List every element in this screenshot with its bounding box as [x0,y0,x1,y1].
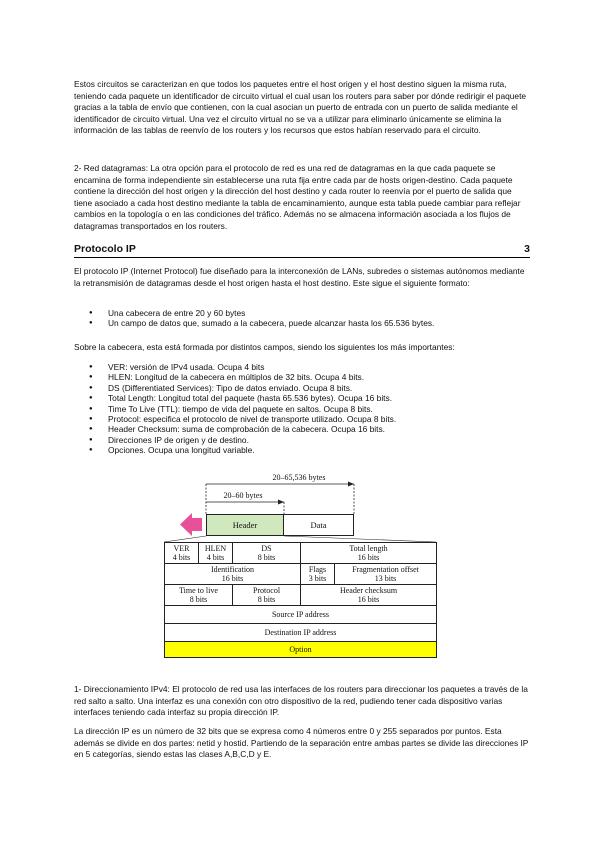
list-item: ● Direcciones IP de origen y de destino. [74,435,530,445]
ip-datagram-diagram [164,470,439,654]
field-protocol: Protocol 8 bits [233,585,301,606]
format-list [74,308,530,329]
header-fields-list [74,362,530,456]
field-hlen: HLEN 4 bits [199,543,233,564]
field-ds: DS 8 bits [233,543,301,564]
list-item: ● Protocol: especifica el protocolo de nivel de transporte utilizado. Ocupa 8 bits. [74,414,530,424]
field-ttl: Time to live 8 bits [165,585,233,606]
paragraph-ip-intro: El protocolo IP (Internet Protocol) fue diseñado para la interconexión de LANs, subredes o sistemas autónomos mediante la retransmisión de datagramas desde el host origen hasta el host destino. Este sigue el siguiente formato: [74,266,525,288]
field-total-length: Total length 16 bits [301,543,437,564]
field-source-ip: Source IP address [165,606,437,624]
list-item: ● Total Length: Longitud total del paquete (hasta 65.536 bytes). Ocupa 16 bits. [74,393,530,403]
field-fragmentation-offset: Fragmentation offset 13 bits [335,564,437,585]
field-identification: Identification 16 bits [165,564,301,585]
field-ver: VER 4 bits [165,543,199,564]
list-item: ● HLEN: Longitud de la cabecera en múltiplos de 32 bits. Ocupa 4 bits. [74,372,530,382]
list-item: ● Time To Live (TTL): tiempo de vida del paquete en saltos. Ocupa 8 bits. [74,404,530,414]
paragraph-ip-address-classes: La dirección IP es un número de 32 bits que se expresa como 4 números entre 0 y 255 separados por puntos. Esta además se divide en dos partes: netid y hostid. Partiendo de la separación entre ambas partes se divide las direcciones IP en 5 categorías, siendo estas las clases A,B,C,D y E. [74,726,529,760]
section-heading [74,243,530,258]
data-box: Data [284,514,354,536]
header-range-label: 20–60 bytes [218,491,268,500]
paragraph-ipv4-addressing: 1- Direccionamiento IPv4: El protocolo de red usa las interfaces de los routers para direccionar los paquetes a través de la red salto a salto. Una interfaz es una conexión con otro dispositivo de la red, pudiendo tener cada dispositivo varias interfaces teniendo cada interfaz su propia dirección IP. [74,684,528,718]
header-box: Header [206,514,284,536]
list-item: ● Header Checksum: suma de comprobación de la cabecera. Ocupa 16 bits. [74,424,530,434]
section-title: Protocolo IP [74,243,136,255]
list-item: ● Una cabecera de entre 20 y 60 bytes [74,308,530,318]
paragraph-datagram-network: 2- Red datagramas: La otra opción para el protocolo de red es una red de datagramas en la que cada paquete se encamina de forma independiente sin establecerse una ruta fija entre cada par de hosts origen-destino. Cada paquete contiene la dirección del host origen y la dirección del host destino y cada router lo reenvía por el puerto de salida que tiene asociado a cada host destino mediante la tabla de encaminamiento, aunque esta tabla puede cambiar para reflejar cambios en la topología o en las condiciones del tráfico. Además no se almacena información asociada a los flujos de datagramas transportados en los routers. [74,163,521,231]
ip-header-table [164,542,437,658]
paragraph-header-fields: Sobre la cabecera, esta está formada por distintos campos, siendo los siguientes los más importantes: [74,342,455,352]
list-item: ● Un campo de datos que, sumado a la cabecera, puede alcanzar hasta los 65.536 bytes. [74,318,530,328]
list-item: ● Opciones. Ocupa una longitud variable. [74,445,530,455]
field-flags: Flags 3 bits [301,564,335,585]
list-item: ● VER: versión de IPv4 usada. Ocupa 4 bits [74,362,530,372]
total-range-label: 20–65,536 bytes [264,473,334,482]
field-option: Option [165,642,437,658]
list-item: ● DS (Differentiated Services): Tipo de datos enviado. Ocupa 8 bits. [74,383,530,393]
section-number: 3 [524,243,530,255]
field-destination-ip: Destination IP address [165,624,437,642]
field-header-checksum: Header checksum 16 bits [301,585,437,606]
paragraph-virtual-circuits: Estos circuitos se caracterizan en que todos los paquetes entre el host origen y el host destino siguen la misma ruta, teniendo cada paquete un identificador de circuito virtual el cual usan los routers para saber por dónde redirigir el paquete gracias a la tabla de envío que contienen, con la cual asocian un puerto de entrada con un puerto de salida mediante el identificador de circuito virtual. Una vez el circuito virtual no se va a utilizar para eliminarlo únicamente se elimina la información de las tablas de reenvío de los routers y los recursos que estos habían reservado para el circuito. [74,79,527,136]
pointer-arrow-icon [180,513,202,536]
